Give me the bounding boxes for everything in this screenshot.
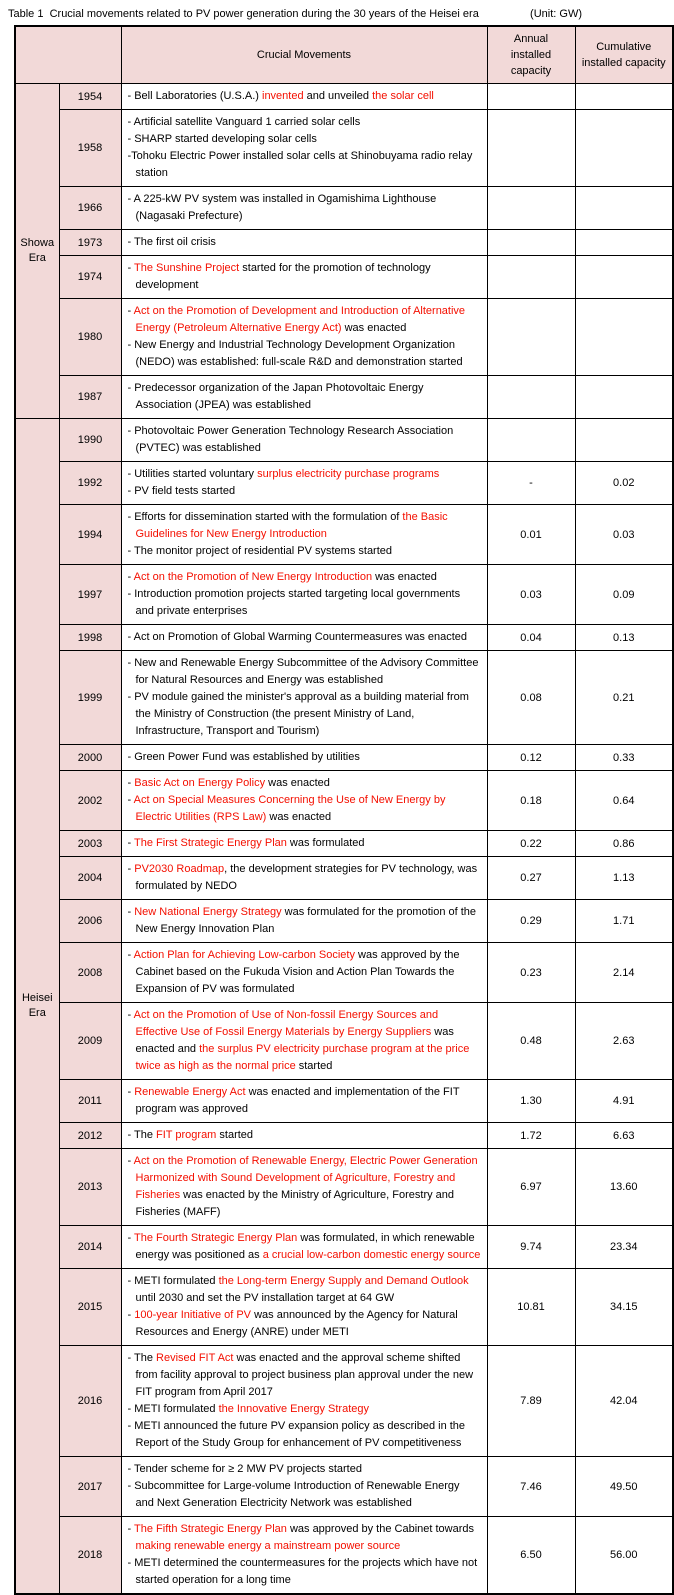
year-cell: 2006 [59,900,121,943]
table-row [15,1149,673,1226]
text-run: was enacted [266,811,332,823]
movements-cell [121,256,487,299]
cumulative-capacity-cell: 0.64 [575,771,673,831]
annual-capacity-cell: 7.89 [487,1346,575,1457]
text-run: - [127,863,135,875]
table-row [15,84,673,110]
text-run: - METI determined the countermeasures for the projects which have not started operation for a long time [127,1557,478,1586]
table-row [15,1457,673,1517]
movement-line [128,509,481,543]
table-row [15,1226,673,1269]
text-run: - The [127,1352,157,1364]
cumulative-capacity-cell: 0.86 [575,831,673,857]
text-run: - [127,1232,135,1244]
year-cell: 2003 [59,831,121,857]
table-row [15,505,673,565]
movements-cell [121,565,487,625]
cumulative-capacity-cell: 34.15 [575,1269,673,1346]
text-run: - Photovoltaic Power Generation Technology Research Association (PVTEC) was established [127,425,454,454]
text-run: - Act on Promotion of Global Warming Countermeasures was enacted [127,631,468,643]
movement-line [128,569,481,586]
movement-line [128,303,481,337]
annual-capacity-cell: 7.46 [487,1457,575,1517]
movement-line [128,483,481,500]
title-bar [0,0,674,25]
annual-capacity-cell [487,419,575,462]
movement-line [128,655,481,689]
table-row [15,419,673,462]
annual-capacity-cell: 6.97 [487,1149,575,1226]
text-run: - METI announced the future PV expansion policy as described in the Report of the Study Group for enhancement of PV competitiveness [127,1420,466,1449]
text-run: - [127,1009,134,1021]
cumulative-capacity-cell: 0.09 [575,565,673,625]
table-row [15,625,673,651]
text-run: was approved by the Cabinet towards [286,1523,474,1535]
movements-cell [121,187,487,230]
highlighted-text: Act on the Promotion of Development and Introduction of Alternative Energy (Petroleum Alternative Energy Act) [133,305,466,334]
cumulative-capacity-cell: 1.71 [575,900,673,943]
cumulative-capacity-cell [575,256,673,299]
highlighted-text: Renewable Energy Act [134,1086,246,1098]
table-row [15,1080,673,1123]
movements-cell [121,84,487,110]
text-run: was enacted [341,322,407,334]
movement-line [128,1350,481,1401]
highlighted-text: Basic Act on Energy Policy [134,777,266,789]
cumulative-capacity-cell [575,376,673,419]
cumulative-capacity-cell [575,187,673,230]
highlighted-text: Act on Special Measures Concerning the Use of New Energy by Electric Utilities (RPS Law) [133,794,446,823]
movements-cell [121,1080,487,1123]
text-run: until 2030 and set the PV installation target at 64 GW [135,1292,395,1304]
year-cell: 2018 [59,1517,121,1595]
cumulative-capacity-cell: 0.21 [575,651,673,745]
text-run: - Artificial satellite Vanguard 1 carried solar cells [127,116,361,128]
cumulative-capacity-cell: 0.03 [575,505,673,565]
movement-line [128,835,481,852]
text-run: - Bell Laboratories (U.S.A.) [127,90,262,102]
movements-cell [121,900,487,943]
annual-capacity-cell: 6.50 [487,1517,575,1595]
movements-cell [121,299,487,376]
text-run: - [127,777,135,789]
movements-cell [121,1226,487,1269]
annual-capacity-cell [487,230,575,256]
movement-line [128,260,481,294]
pv-table [14,25,674,1595]
unit-label: (Unit: GW) [530,8,582,20]
annual-capacity-cell: 0.48 [487,1003,575,1080]
year-cell: 1973 [59,230,121,256]
annual-capacity-cell [487,256,575,299]
movement-line [128,629,481,646]
annual-capacity-cell: 0.27 [487,857,575,900]
text-run: - The monitor project of residential PV systems started [127,545,393,557]
table-row [15,565,673,625]
movements-cell [121,625,487,651]
year-cell: 1974 [59,256,121,299]
year-cell: 1990 [59,419,121,462]
movements-cell [121,1003,487,1080]
movement-line [128,1084,481,1118]
table-row [15,187,673,230]
highlighted-text: Action Plan for Achieving Low-carbon Society [133,949,355,961]
highlighted-text: The Sunshine Project [134,262,240,274]
movement-line [128,749,481,766]
annual-capacity-cell: 10.81 [487,1269,575,1346]
movement-line [128,423,481,457]
text-run: - Introduction promotion projects started targeting local governments and private enterprises [127,588,461,617]
text-run: and unveiled [303,90,373,102]
movements-cell [121,230,487,256]
highlighted-text: a crucial low-carbon domestic energy source [262,1249,481,1261]
text-run: - METI formulated [127,1403,219,1415]
table-row [15,1269,673,1346]
year-cell: 2016 [59,1346,121,1457]
year-cell: 1998 [59,625,121,651]
highlighted-text: the Innovative Energy Strategy [218,1403,370,1415]
text-run: was enacted and [135,1026,454,1055]
table-row [15,651,673,745]
cumulative-capacity-cell [575,84,673,110]
cumulative-capacity-cell: 1.13 [575,857,673,900]
text-run: was approved by the Cabinet based on the Fukuda Vision and Action Plan Towards the Expansion of PV was formulated [135,949,460,995]
annual-capacity-cell: 0.22 [487,831,575,857]
text-run: - A 225-kW PV system was installed in Ogamishima Lighthouse (Nagasaki Prefecture) [127,193,437,222]
cumulative-capacity-cell: 23.34 [575,1226,673,1269]
movements-cell [121,462,487,505]
movement-line [128,689,481,740]
annual-capacity-cell: 1.30 [487,1080,575,1123]
table-row [15,1517,673,1595]
year-cell: 2008 [59,943,121,1003]
movement-line [128,466,481,483]
movement-line [128,234,481,251]
year-cell: 1980 [59,299,121,376]
text-run: - [127,906,135,918]
movements-cell [121,831,487,857]
text-run: was formulated, in which renewable energy was positioned as [135,1232,475,1261]
movement-line [128,1153,481,1221]
table-row [15,1003,673,1080]
year-cell: 2011 [59,1080,121,1123]
movement-line [128,775,481,792]
year-cell: 1999 [59,651,121,745]
text-run: started [295,1060,333,1072]
text-run: - PV module gained the minister's approval as a building material from the Ministry of Construction (the present Ministry of Land, Infrastructure, Transport and Tourism) [127,691,469,737]
annual-capacity-cell [487,187,575,230]
text-run: - The first oil crisis [127,236,216,248]
table-row [15,831,673,857]
text-run: - New Energy and Industrial Technology Development Organization (NEDO) was established: full-scale R&D and demonstration started [127,339,463,368]
movement-line [128,947,481,998]
table-row [15,1123,673,1149]
movements-cell [121,857,487,900]
cumulative-capacity-cell: 13.60 [575,1149,673,1226]
text-run: , the development strategies for PV technology, was formulated by NEDO [135,863,478,892]
movement-line [128,1478,481,1512]
table-row [15,462,673,505]
table-body [15,84,673,1595]
movements-cell [121,505,487,565]
text-run: - [127,305,134,317]
highlighted-text: making renewable energy a mainstream power source [135,1540,401,1552]
movement-line [128,88,481,105]
text-run: - New and Renewable Energy Subcommittee of the Advisory Committee for Natural Resources and Energy was established [127,657,479,686]
text-run: was enacted and the approval scheme shifted from facility approval to project business plan approval under the new FIT program from April 2017 [135,1352,474,1398]
movements-cell [121,1123,487,1149]
text-run: - [127,837,135,849]
text-run: - [127,794,134,806]
year-cell: 1966 [59,187,121,230]
highlighted-text: FIT program [156,1129,217,1141]
text-run: - The [127,1129,157,1141]
movement-line [128,1307,481,1341]
movements-cell [121,771,487,831]
movements-column-header: Crucial Movements [121,26,487,84]
movements-cell [121,651,487,745]
text-run: - [127,1086,135,1098]
cumulative-capacity-cell: 2.14 [575,943,673,1003]
highlighted-text: Act on the Promotion of Renewable Energy, Electric Power Generation Harmonized with Sound Development of Agriculture, Forestry and Fisheries [133,1155,478,1201]
movement-line [128,114,481,131]
highlighted-text: 100-year Initiative of PV [134,1309,252,1321]
year-cell: 1994 [59,505,121,565]
movement-line [128,543,481,560]
annual-capacity-cell: 1.72 [487,1123,575,1149]
text-run: - Green Power Fund was established by utilities [127,751,360,763]
movements-cell [121,419,487,462]
cumulative-capacity-cell: 0.02 [575,462,673,505]
cumulative-capacity-cell [575,110,673,187]
movement-line [128,1555,481,1589]
movement-line [128,1418,481,1452]
text-run: started for the promotion of technology development [135,262,431,291]
year-cell: 2014 [59,1226,121,1269]
movements-cell [121,1517,487,1595]
movement-line [128,148,481,182]
annual-capacity-cell [487,376,575,419]
table-row [15,110,673,187]
annual-capacity-cell: 9.74 [487,1226,575,1269]
text-run: - [127,1155,134,1167]
text-run: - PV field tests started [127,485,236,497]
table-row [15,1346,673,1457]
annual-capacity-cell: 0.03 [487,565,575,625]
annual-capacity-cell: 0.23 [487,943,575,1003]
text-run: -Tohoku Electric Power installed solar cells at Shinobuyama radio relay station [127,150,473,179]
highlighted-text: Act on the Promotion of New Energy Introduction [133,571,373,583]
movements-cell [121,943,487,1003]
movements-cell [121,1457,487,1517]
highlighted-text: surplus electricity purchase programs [257,468,440,480]
table-row [15,943,673,1003]
movement-line [128,1230,481,1264]
movement-line [128,861,481,895]
text-run: - Tender scheme for ≥ 2 MW PV projects started [127,1463,362,1475]
highlighted-text: invented [262,90,304,102]
cumulative-capacity-cell: 0.33 [575,745,673,771]
annual-capacity-cell: 0.04 [487,625,575,651]
text-run: - SHARP started developing solar cells [127,133,317,145]
movements-cell [121,1149,487,1226]
text-run: was enacted and implementation of the FIT program was approved [135,1086,460,1115]
highlighted-text: Act on the Promotion of Use of Non-fossil Energy Sources and Effective Use of Fossil Energy Materials by Energy Suppliers [133,1009,439,1038]
header-row [15,26,673,84]
highlighted-text: the Basic Guidelines for New Energy Introduction [135,511,448,540]
table-row [15,745,673,771]
table-row [15,230,673,256]
text-run: started [216,1129,254,1141]
movement-line [128,1461,481,1478]
text-run: - Utilities started voluntary [127,468,258,480]
highlighted-text: the Long-term Energy Supply and Demand Outlook [218,1275,469,1287]
annual-capacity-cell: 0.08 [487,651,575,745]
highlighted-text: PV2030 Roadmap [134,863,225,875]
text-run: - [127,1523,135,1535]
year-cell: 2015 [59,1269,121,1346]
text-run: was formulated [286,837,365,849]
movement-line [128,1401,481,1418]
highlighted-text: the surplus PV electricity purchase program at the price twice as high as the normal price [135,1043,470,1072]
year-cell: 1997 [59,565,121,625]
text-run: - [127,262,135,274]
text-run: - [127,1309,135,1321]
highlighted-text: Revised FIT Act [156,1352,234,1364]
cumulative-capacity-column-header: Cumulative installed capacity [575,26,673,84]
page-title: Table 1 Crucial movements related to PV power generation during the 30 years of the Heisei era [8,8,479,20]
year-cell: 1954 [59,84,121,110]
annual-capacity-cell [487,84,575,110]
highlighted-text: the solar cell [372,90,434,102]
text-run: - METI formulated [127,1275,219,1287]
annual-capacity-cell: 0.18 [487,771,575,831]
annual-capacity-cell: - [487,462,575,505]
movement-line [128,586,481,620]
highlighted-text: The First Strategic Energy Plan [134,837,287,849]
movement-line [128,131,481,148]
highlighted-text: The Fourth Strategic Energy Plan [134,1232,298,1244]
highlighted-text: New National Energy Strategy [134,906,282,918]
movement-line [128,1007,481,1075]
table-row [15,256,673,299]
table-row [15,299,673,376]
annual-capacity-cell [487,299,575,376]
year-cell: 2013 [59,1149,121,1226]
text-run: was enacted by the Ministry of Agriculture, Forestry and Fisheries (MAFF) [135,1189,455,1218]
cumulative-capacity-cell [575,299,673,376]
annual-capacity-cell: 0.12 [487,745,575,771]
table-row [15,771,673,831]
cumulative-capacity-cell [575,419,673,462]
text-run: - Efforts for dissemination started with the formulation of [127,511,403,523]
annual-capacity-cell [487,110,575,187]
text-run: was formulated for the promotion of the New Energy Innovation Plan [135,906,477,935]
movement-line [128,792,481,826]
movement-line [128,1127,481,1144]
year-cell: 1958 [59,110,121,187]
highlighted-text: The Fifth Strategic Energy Plan [134,1523,287,1535]
text-run: - [127,949,134,961]
cumulative-capacity-cell: 6.63 [575,1123,673,1149]
text-run: - Predecessor organization of the Japan Photovoltaic Energy Association (JPEA) was established [127,382,424,411]
cumulative-capacity-cell: 4.91 [575,1080,673,1123]
text-run: - Subcommittee for Large-volume Introduction of Renewable Energy and Next Generation Electricity Network was established [127,1480,460,1509]
movements-cell [121,1269,487,1346]
era-cell: Heisei Era [15,419,59,1595]
year-cell: 1992 [59,462,121,505]
movements-cell [121,376,487,419]
cumulative-capacity-cell: 2.63 [575,1003,673,1080]
year-cell: 2000 [59,745,121,771]
text-run: - [127,571,134,583]
movements-cell [121,110,487,187]
year-cell: 2009 [59,1003,121,1080]
cumulative-capacity-cell: 49.50 [575,1457,673,1517]
movement-line [128,1273,481,1307]
movement-line [128,337,481,371]
table-row [15,857,673,900]
annual-capacity-cell: 0.29 [487,900,575,943]
movements-cell [121,745,487,771]
movements-cell [121,1346,487,1457]
movement-line [128,904,481,938]
era-year-header-cell [15,26,121,84]
year-cell: 2017 [59,1457,121,1517]
text-run: was announced by the Agency for Natural Resources and Energy (ANRE) under METI [135,1309,458,1338]
era-cell: Showa Era [15,84,59,419]
text-run: was enacted [372,571,437,583]
cumulative-capacity-cell: 0.13 [575,625,673,651]
movement-line [128,380,481,414]
year-cell: 2002 [59,771,121,831]
movement-line [128,1521,481,1555]
year-cell: 2012 [59,1123,121,1149]
table-row [15,376,673,419]
cumulative-capacity-cell: 42.04 [575,1346,673,1457]
annual-capacity-column-header: Annual installed capacity [487,26,575,84]
movement-line [128,191,481,225]
cumulative-capacity-cell [575,230,673,256]
year-cell: 1987 [59,376,121,419]
text-run: was enacted [265,777,330,789]
cumulative-capacity-cell: 56.00 [575,1517,673,1595]
annual-capacity-cell: 0.01 [487,505,575,565]
table-row [15,900,673,943]
year-cell: 2004 [59,857,121,900]
